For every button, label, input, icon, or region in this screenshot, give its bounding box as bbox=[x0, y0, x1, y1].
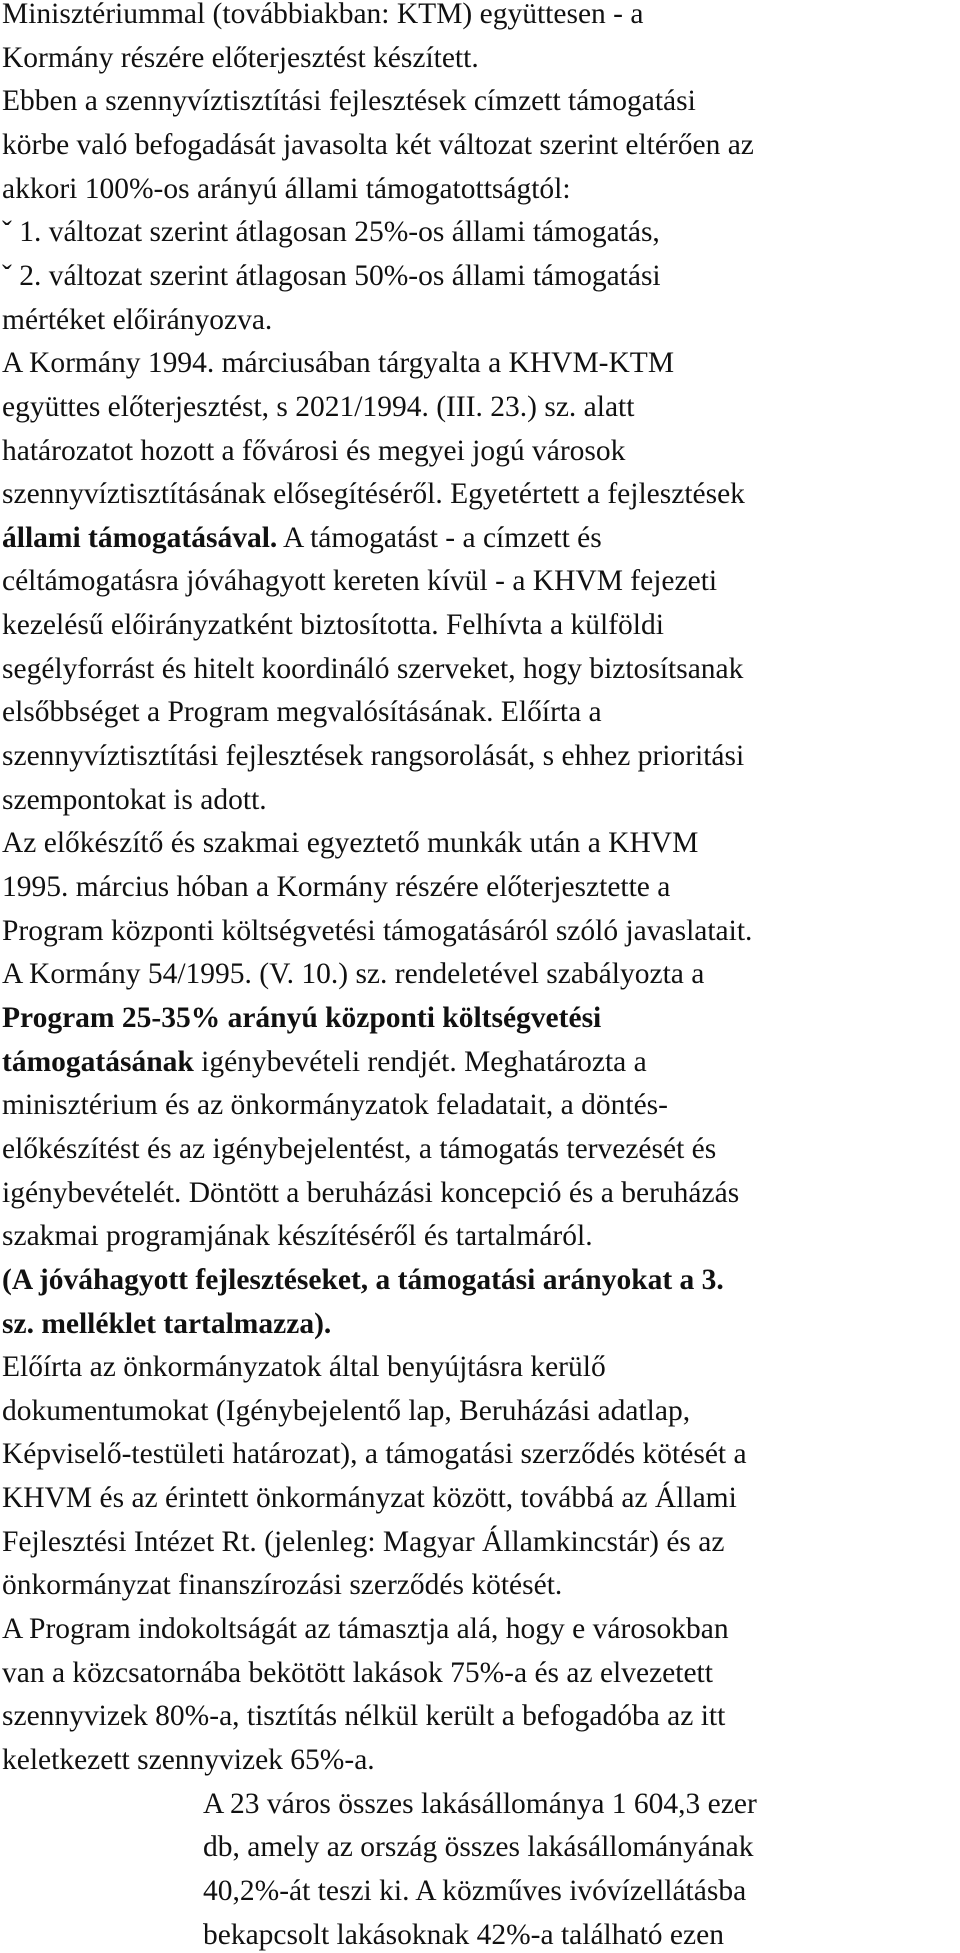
text-line bbox=[2, 433, 625, 469]
text-span: Minisztériummal (továbbiakban: KTM) együttesen - a bbox=[2, 0, 644, 30]
text-span: A Kormány 1994. márciusában tárgyalta a KHVM-KTM bbox=[2, 347, 675, 380]
text-span: igénybevételi rendjét. Meghatározta a bbox=[193, 1045, 647, 1078]
text-span: körbe való befogadását javasolta két változat szerint eltérően az bbox=[2, 128, 754, 161]
bold-text: támogatásának bbox=[2, 1045, 194, 1078]
text-span: Program központi költségvetési támogatásáról szóló javaslatait. bbox=[2, 914, 753, 947]
text-span: elsőbbséget a Program megvalósításának. Előírta a bbox=[2, 696, 602, 729]
text-span: minisztérium és az önkormányzatok feladatait, a döntés- bbox=[2, 1089, 668, 1122]
text-line bbox=[2, 1480, 737, 1516]
text-span: együttes előterjesztést, s 2021/1994. (III. 23.) sz. alatt bbox=[2, 390, 635, 423]
text-span: db, amely az ország összes lakásállományának bbox=[203, 1831, 754, 1864]
text-span: Előírta az önkormányzatok által benyújtásra kerülő bbox=[2, 1351, 606, 1384]
text-line bbox=[2, 127, 754, 163]
text-line bbox=[2, 389, 634, 425]
bold-text: sz. melléklet tartalmazza). bbox=[2, 1307, 332, 1340]
text-span: önkormányzat finanszírozási szerződés kötését. bbox=[2, 1569, 563, 1602]
text-span: mértéket előirányozva. bbox=[2, 303, 273, 336]
text-span: szennyvíztisztítási fejlesztések rangsorolását, s ehhez prioritási bbox=[2, 740, 745, 773]
text-line bbox=[2, 1524, 724, 1560]
text-line bbox=[2, 40, 479, 76]
indented-text-line bbox=[203, 1873, 746, 1909]
text-line bbox=[2, 1175, 739, 1211]
indented-text-line bbox=[203, 1829, 753, 1865]
text-span: szempontokat is adott. bbox=[2, 783, 267, 816]
text-span: Ebben a szennyvíztisztítási fejlesztések címzett támogatási bbox=[2, 85, 696, 118]
indented-text-line bbox=[203, 1786, 757, 1822]
indented-text-line bbox=[203, 1917, 724, 1953]
text-line bbox=[2, 1044, 647, 1080]
text-line bbox=[2, 694, 602, 730]
text-line bbox=[2, 1349, 606, 1385]
text-line bbox=[2, 1698, 725, 1734]
text-span: 1995. március hóban a Kormány részére előterjesztette a bbox=[2, 871, 671, 903]
text-line bbox=[2, 563, 717, 599]
text-line bbox=[2, 869, 670, 905]
text-line bbox=[2, 607, 664, 643]
text-span: céltámogatásra jóváhagyott kereten kívül - a KHVM fejezeti bbox=[2, 565, 718, 598]
text-line bbox=[2, 0, 643, 32]
text-line bbox=[2, 83, 696, 119]
text-line bbox=[2, 1655, 713, 1691]
text-span: A támogatást - a címzett és bbox=[277, 521, 602, 554]
text-line bbox=[2, 1306, 331, 1342]
text-span: igénybevételét. Döntött a beruházási koncepció és a beruházás bbox=[2, 1176, 740, 1209]
text-line bbox=[2, 913, 752, 949]
bold-text: Program 25-35% arányú központi költségvetési bbox=[2, 1001, 602, 1034]
text-line bbox=[2, 1131, 716, 1167]
text-span: Fejlesztési Intézet Rt. (jelenleg: Magyar Államkincstár) és az bbox=[2, 1525, 725, 1558]
text-span: határozatot hozott a fővárosi és megyei jogú városok bbox=[2, 434, 626, 467]
text-span: kezelésű előirányzatként biztosította. Felhívta a külföldi bbox=[2, 609, 664, 642]
text-span: szakmai programjának készítéséről és tartalmáról. bbox=[2, 1220, 593, 1253]
text-line bbox=[2, 1393, 690, 1429]
text-line bbox=[2, 171, 571, 207]
text-line bbox=[2, 1742, 375, 1778]
text-span: keletkezett szennyvizek 65%-a. bbox=[2, 1744, 375, 1776]
text-line bbox=[2, 345, 674, 381]
text-span: előkészítést és az igénybejelentést, a támogatás tervezését és bbox=[2, 1132, 717, 1165]
text-line bbox=[2, 1000, 601, 1036]
text-span: bekapcsolt lakásoknak 42%-a található ezen bbox=[203, 1918, 724, 1951]
bold-text: (A jóváhagyott fejlesztéseket, a támogatási arányokat a 3. bbox=[2, 1263, 724, 1296]
text-span: van a közcsatornába bekötött lakások 75%-a és az elvezetett bbox=[2, 1656, 713, 1689]
text-span: A 23 város összes lakásállománya 1 604,3 ezer bbox=[203, 1787, 757, 1820]
text-line bbox=[2, 1436, 747, 1472]
text-line bbox=[2, 520, 602, 556]
text-line bbox=[2, 214, 660, 250]
text-span: akkori 100%-os arányú állami támogatottságtól: bbox=[2, 172, 571, 205]
text-span: Képviselő-testületi határozat), a támogatási szerződés kötését a bbox=[2, 1438, 747, 1471]
text-span: dokumentumokat (Igénybejelentő lap, Beruházási adatlap, bbox=[2, 1394, 691, 1427]
text-line bbox=[2, 651, 743, 687]
text-span: A Program indokoltságát az támasztja alá, hogy e városokban bbox=[2, 1613, 729, 1646]
text-span: KHVM és az érintett önkormányzat között, továbbá az Állami bbox=[2, 1482, 737, 1515]
text-line bbox=[2, 1218, 593, 1254]
text-span: Kormány részére előterjesztést készített. bbox=[2, 41, 479, 74]
text-span: A Kormány 54/1995. (V. 10.) sz. rendeletével szabályozta a bbox=[2, 958, 705, 991]
text-line bbox=[2, 302, 272, 338]
text-line bbox=[2, 258, 661, 294]
text-span: szennyvizek 80%-a, tisztítás nélkül került a befogadóba az itt bbox=[2, 1700, 726, 1733]
text-line bbox=[2, 738, 744, 774]
text-span: ˇ 2. változat szerint átlagosan 50%-os állami támogatási bbox=[2, 259, 661, 292]
text-line bbox=[2, 476, 745, 512]
text-span: segélyforrást és hitelt koordináló szerveket, hogy biztosítsanak bbox=[2, 652, 744, 685]
text-line bbox=[2, 825, 698, 861]
bold-text: állami támogatásával. bbox=[2, 521, 278, 554]
text-line bbox=[2, 1611, 729, 1647]
text-span: Az előkészítő és szakmai egyeztető munkák után a KHVM bbox=[2, 827, 699, 860]
text-line bbox=[2, 1262, 724, 1298]
text-span: szennyvíztisztításának elősegítéséről. Egyetértett a fejlesztések bbox=[2, 478, 745, 511]
text-span: ˇ 1. változat szerint átlagosan 25%-os állami támogatás, bbox=[2, 216, 660, 249]
text-line bbox=[2, 956, 704, 992]
text-line bbox=[2, 1567, 562, 1603]
text-span: 40,2%-át teszi ki. A közműves ivóvízellátásba bbox=[203, 1874, 747, 1907]
text-line bbox=[2, 1087, 668, 1123]
text-line bbox=[2, 782, 267, 818]
